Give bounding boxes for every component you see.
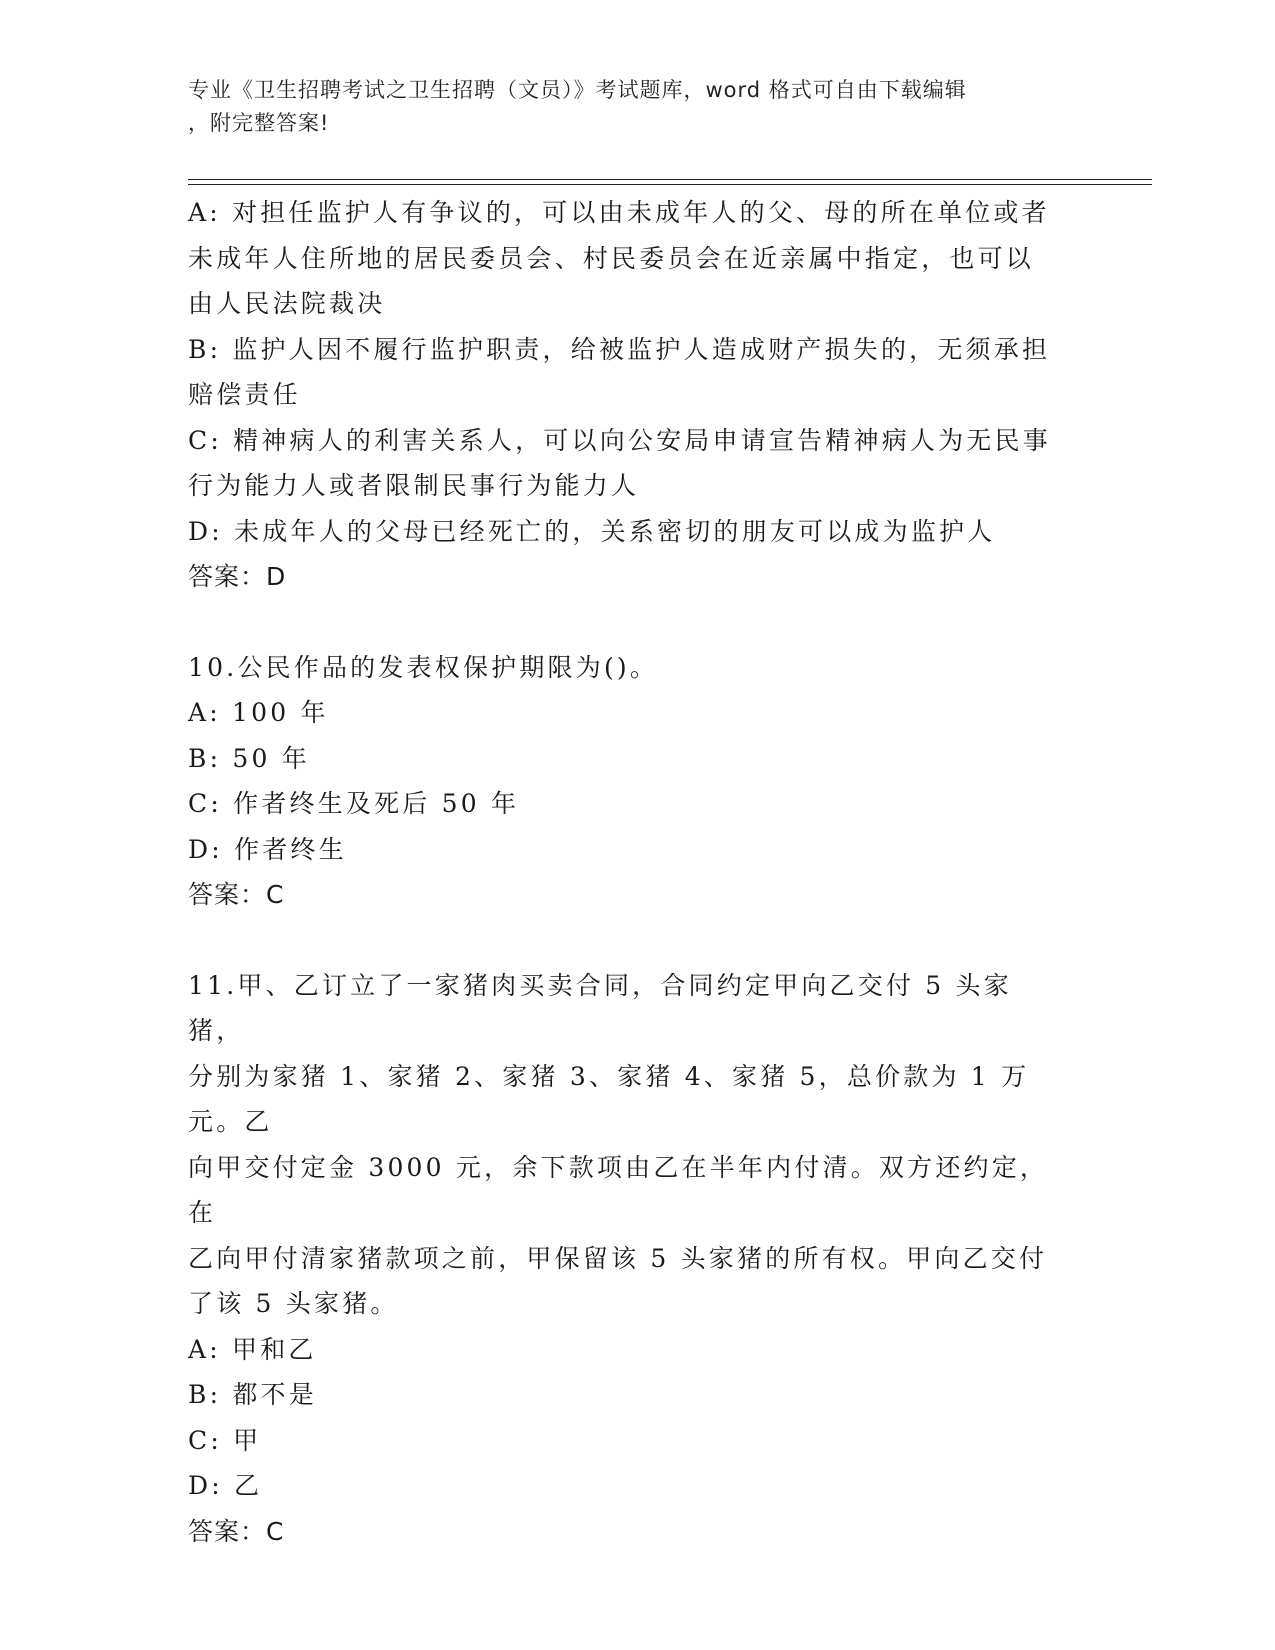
header-line-1: 专业《卫生招聘考试之卫生招聘（文员）》考试题库，word 格式可自由下载编辑: [188, 78, 967, 102]
q9-option-b-line-1: B: 监护人因不履行监护职责，给被监护人造成财产损失的，无须承担: [188, 334, 1051, 364]
q11-option-a: A: 甲和乙: [188, 1334, 317, 1364]
q11-answer: 答案：C: [188, 1516, 285, 1546]
q11-question-line-4: 乙向甲付清家猪款项之前，甲保留该 5 头家猪的所有权。甲向乙交付: [188, 1243, 1048, 1273]
q11-option-c: C: 甲: [188, 1425, 262, 1455]
header-line-2: ，附完整答案!: [188, 111, 330, 135]
q10-answer: 答案：C: [188, 880, 285, 909]
q9-option-a-line-3: 由人民法院裁决: [188, 289, 386, 318]
q10-option-d: D: 作者终生: [188, 834, 347, 864]
document-header: [188, 74, 1078, 140]
q10-option-a: A: 100 年: [188, 698, 329, 727]
q10-option-b: B: 50 年: [188, 743, 310, 773]
q9-answer: 答案：D: [188, 562, 287, 591]
header-divider-bottom: [188, 184, 1152, 185]
q11-option-b: B: 都不是: [188, 1380, 317, 1409]
q11-option-d: D: 乙: [188, 1471, 263, 1500]
spacer: [188, 918, 1068, 963]
question-10: [188, 645, 1068, 918]
spacer: [188, 600, 1068, 645]
q9-option-b: [188, 327, 1068, 418]
q9-option-c-line-1: C: 精神病人的利害关系人，可以向公安局申请宣告精神病人为无民事: [188, 425, 1051, 455]
q9-option-c: [188, 418, 1068, 509]
q11-question-line-3: 向甲交付定金 3000 元，余下款项由乙在半年内付清。双方还约定，在: [188, 1152, 1049, 1227]
header-divider-top: [188, 179, 1152, 180]
question-9: [188, 190, 1068, 600]
q9-option-b-line-2: 赔偿责任: [188, 380, 301, 409]
document-body: [188, 190, 1068, 1554]
q9-option-a-line-2: 未成年人住所地的居民委员会、村民委员会在近亲属中指定，也可以: [188, 243, 1035, 273]
q9-option-c-line-2: 行为能力人或者限制民事行为能力人: [188, 471, 640, 500]
q9-option-a-line-1: A: 对担任监护人有争议的，可以由未成年人的父、母的所在单位或者: [188, 198, 1050, 227]
question-11: [188, 963, 1068, 1555]
q9-option-a: [188, 190, 1068, 327]
q10-question: 10.公民作品的发表权保护期限为()。: [188, 652, 659, 682]
q11-question-line-2: 分别为家猪 1、家猪 2、家猪 3、家猪 4、家猪 5，总价款为 1 万元。乙: [188, 1061, 1030, 1136]
q9-option-d: D: 未成年人的父母已经死亡的，关系密切的朋友可以成为监护人: [188, 516, 996, 546]
q10-option-c: C: 作者终生及死后 50 年: [188, 789, 520, 818]
q11-question-line-1: 11.甲、乙订立了一家猪肉买卖合同，合同约定甲向乙交付 5 头家猪，: [188, 970, 1012, 1045]
q11-question-line-5: 了该 5 头家猪。: [188, 1289, 399, 1318]
